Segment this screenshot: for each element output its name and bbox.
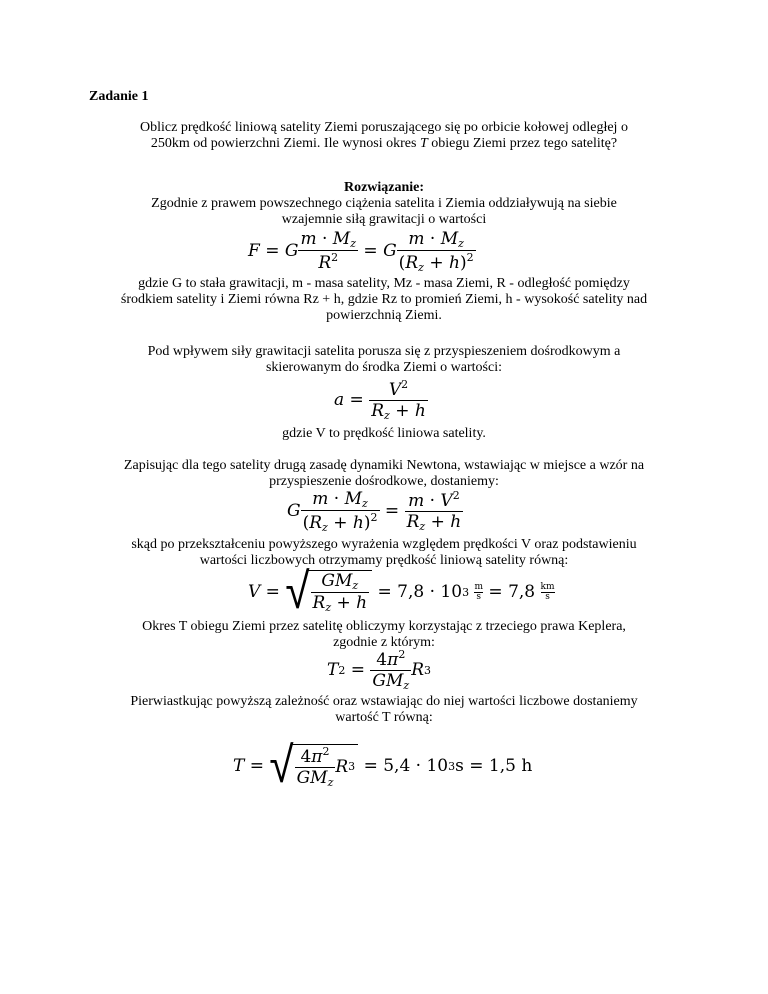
paragraph-7: Okres T obiegu Ziemi przez satelitę obliczymy korzystając z trzeciego prawa Keplera, zgodnie z którym: xyxy=(142,619,626,650)
equation-gravitational-force: F = G $\frac{m \cdot M_z}{R^2}$ = G $\frac{m \cdot M_z}{(R_z + h)^2}$ xyxy=(248,228,474,274)
paragraph-8: Pierwiastkując powyższą zależność oraz wstawiając do niej wartości liczbowe dostaniemy wartość T równą: xyxy=(130,694,638,725)
sqrt-symbol: √ $\frac{GM_z}{R_z + h}$ xyxy=(285,570,372,614)
equation-orbital-period: T = √ $\frac{4\pi^2}{GM_z}$ R 3 = 5,4 · 10 3 s = 1,5 h xyxy=(233,735,533,795)
equation-newton-second-law: G $\frac{m \cdot M_z}{(R_z + h)^2}$ = $\frac{m \cdot V^2}{R_z + h}$ xyxy=(287,488,462,534)
paragraph-4: gdzie V to prędkość liniowa satelity. xyxy=(282,426,486,441)
solution-heading: Rozwiązanie: xyxy=(343,180,425,195)
equation-linear-velocity: V = √ $\frac{GM_z}{R_z + h}$ = 7,8 · 10 3 $\frac{m}{s}$ = 7,8 km s xyxy=(248,562,555,621)
equation-kepler-third-law: T 2 = $\frac{4\pi^2}{GM_z}$ R 3 xyxy=(327,648,432,692)
paragraph-2: gdzie G to stała grawitacji, m - masa satelity, Mz - masa Ziemi, R - odległość pomiędzy środkiem satelity i Ziemi równa Rz + h, gdzie Rz to promień Ziemi, h - wysokość satelity nad powierzchnią Ziemi. xyxy=(120,276,648,323)
paragraph-5: Zapisując dla tego satelity drugą zasadę dynamiki Newtona, wstawiając w miejsce a wzór na przyspieszenie dośrodkowe, dostaniemy: xyxy=(123,458,645,489)
paragraph-6: skąd po przekształceniu powyższego wyrażenia względem prędkości V oraz podstawieniu wartości liczbowych otrzymamy prędkość liniową satelity równą: xyxy=(131,537,637,568)
task-line-2: 250km od powierzchni Ziemi. Ile wynosi okres T obiegu Ziemi przez tego satelitę? xyxy=(150,136,618,151)
sqrt-symbol: √ $\frac{4\pi^2}{GM_z}$ R 3 xyxy=(269,744,358,789)
equation-centripetal-acceleration: a = $\frac{V^2}{R_z + h}$ xyxy=(334,378,426,422)
task-statement xyxy=(90,120,678,152)
paragraph-3: Pod wpływem siły grawitacji satelita porusza się z przyspieszeniem dośrodkowym a skierowanym do środka Ziemi o wartości: xyxy=(147,344,621,375)
task-line-1: Oblicz prędkość liniową satelity Ziemi poruszającego się po orbicie kołowej odległej o xyxy=(140,120,628,135)
paragraph-1: Zgodnie z prawem powszechnego ciążenia satelita i Ziemia oddziaływują na siebie wzajemnie siłą grawitacji o wartości xyxy=(151,196,617,227)
task-title: Zadanie 1 xyxy=(89,89,149,104)
